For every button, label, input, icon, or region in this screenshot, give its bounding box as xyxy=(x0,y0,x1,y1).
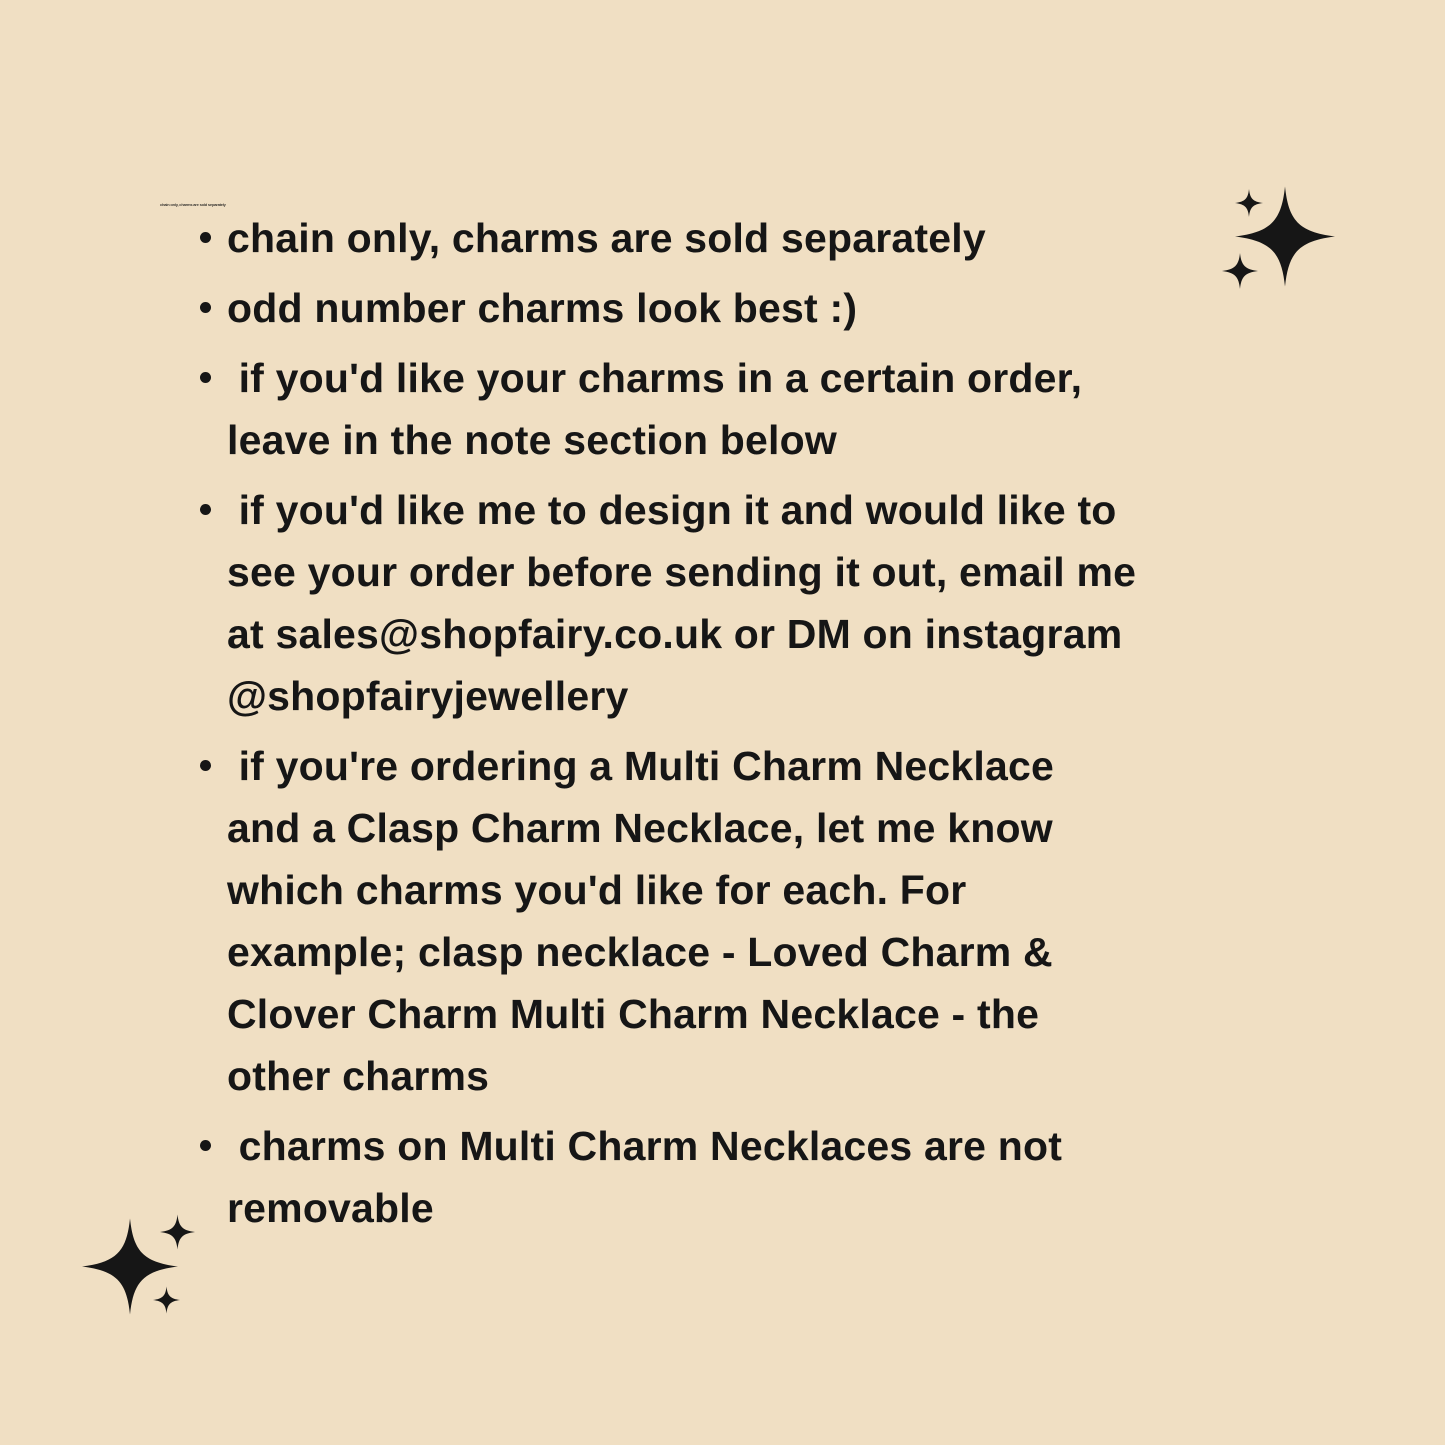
list-item xyxy=(200,479,1330,727)
sparkle-small-icon xyxy=(153,1287,180,1314)
sparkle-cluster-bottom-left-icon xyxy=(78,1205,203,1327)
bullet-line: if you'd like your charms in a certain order, xyxy=(227,355,1083,401)
bullet-line: example; clasp necklace - Loved Charm & xyxy=(227,929,1053,975)
list-item xyxy=(200,207,1330,269)
list-item xyxy=(200,1115,1330,1239)
bullet-line: Clover Charm Multi Charm Necklace - the xyxy=(227,991,1040,1037)
list-item xyxy=(200,277,1330,339)
bullet-dot-icon xyxy=(200,504,211,515)
bullet-line: if you're ordering a Multi Charm Necklace xyxy=(227,743,1054,789)
list-item xyxy=(200,347,1330,471)
bullet-line: odd number charms look best :) xyxy=(227,285,858,331)
bullet-line: charms on Multi Charm Necklaces are not xyxy=(227,1123,1063,1169)
micro-text-artifact: chain only, charms are sold separately xyxy=(160,202,226,207)
bullet-line: other charms xyxy=(227,1053,490,1099)
bullet-line: if you'd like me to design it and would like to xyxy=(227,487,1117,533)
bullet-line: chain only, charms are sold separately xyxy=(227,215,986,261)
bullet-line: removable xyxy=(227,1185,434,1231)
bullet-list xyxy=(200,207,1330,1247)
bullet-line: leave in the note section below xyxy=(227,417,837,463)
list-item xyxy=(200,735,1330,1107)
sparkle-small-icon xyxy=(160,1215,195,1250)
bullet-line: and a Clasp Charm Necklace, let me know xyxy=(227,805,1053,851)
bullet-line: see your order before sending it out, email me xyxy=(227,549,1137,595)
bullet-dot-icon xyxy=(200,1140,211,1151)
bullet-line: which charms you'd like for each. For xyxy=(227,867,967,913)
bullet-dot-icon xyxy=(200,760,211,771)
bullet-line: at sales@shopfairy.co.uk or DM on instagram xyxy=(227,611,1123,657)
bullet-dot-icon xyxy=(200,232,211,243)
bullet-dot-icon xyxy=(200,372,211,383)
bullet-dot-icon xyxy=(200,302,211,313)
bullet-line: @shopfairyjewellery xyxy=(227,673,629,719)
